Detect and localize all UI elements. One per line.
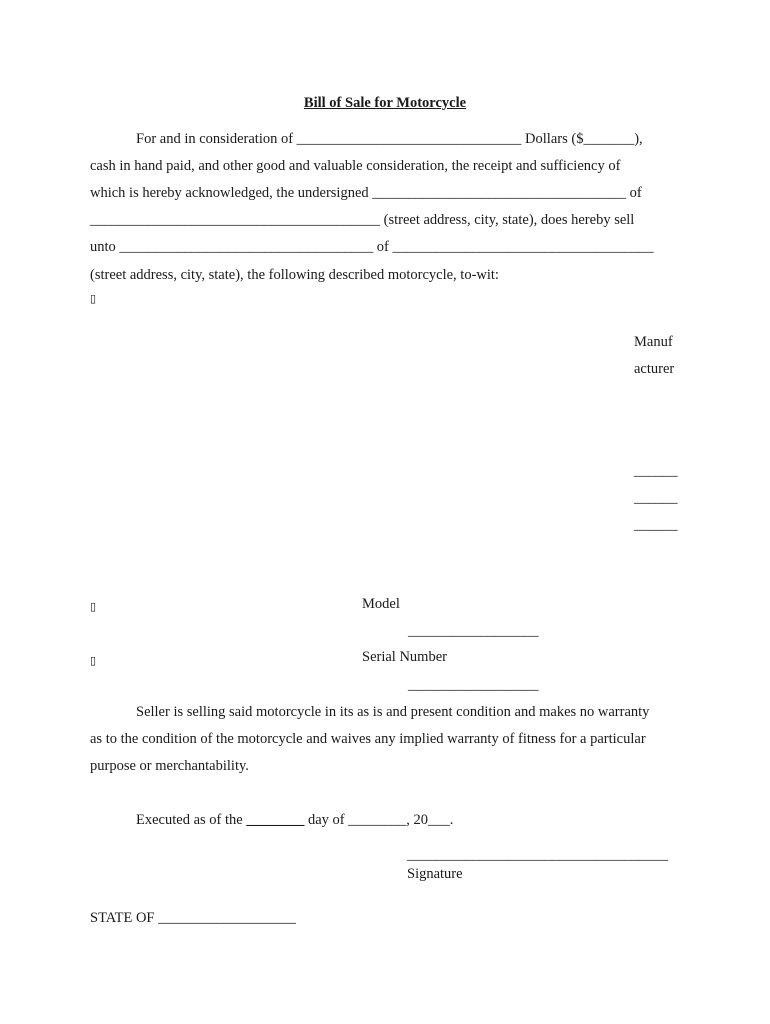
warranty-line-2: as to the condition of the motorcycle and waives any implied warranty of fitness for a particular xyxy=(90,731,646,747)
signature-line: ____________________________________ xyxy=(407,847,668,863)
model-blank: __________________ xyxy=(408,623,539,639)
executed-day-blank: ________ xyxy=(246,812,305,828)
consideration-line-1: For and in consideration of _______________________________ Dollars ($_______), xyxy=(136,131,643,147)
executed-prefix: Executed as of the xyxy=(136,812,247,828)
consideration-line-3: which is hereby acknowledged, the undersigned ___________________________________ of xyxy=(90,185,642,201)
manufacturer-blank-3: ______ xyxy=(634,517,678,533)
state-of-line: STATE OF ___________________ xyxy=(90,910,296,926)
manufacturer-blank-2: ______ xyxy=(634,490,678,506)
executed-line xyxy=(136,811,453,829)
model-label: Model xyxy=(362,596,400,612)
document-title: Bill of Sale for Motorcycle xyxy=(303,95,467,111)
bullet-icon: ▯ xyxy=(90,654,97,667)
manufacturer-label-part2: acturer xyxy=(634,361,675,377)
manufacturer-blank-1: ______ xyxy=(634,463,678,479)
serial-number-label: Serial Number xyxy=(362,649,447,665)
bullet-icon: ▯ xyxy=(90,292,97,305)
consideration-line-6: (street address, city, state), the following described motorcycle, to-wit: xyxy=(90,267,499,283)
signature-label: Signature xyxy=(407,866,463,882)
consideration-line-2: cash in hand paid, and other good and valuable consideration, the receipt and sufficiency of xyxy=(90,158,621,174)
warranty-line-1: Seller is selling said motorcycle in its as is and present condition and makes no warranty xyxy=(136,704,650,720)
consideration-line-4: ________________________________________ (street address, city, state), does hereby sell xyxy=(90,212,635,228)
executed-suffix: day of ________, 20___. xyxy=(304,812,454,828)
consideration-line-5: unto ___________________________________ of ____________________________________ xyxy=(90,239,654,255)
manufacturer-label-part1: Manuf xyxy=(634,334,673,350)
bullet-icon: ▯ xyxy=(90,600,97,613)
serial-number-blank: __________________ xyxy=(408,677,539,693)
warranty-line-3: purpose or merchantability. xyxy=(90,758,249,774)
